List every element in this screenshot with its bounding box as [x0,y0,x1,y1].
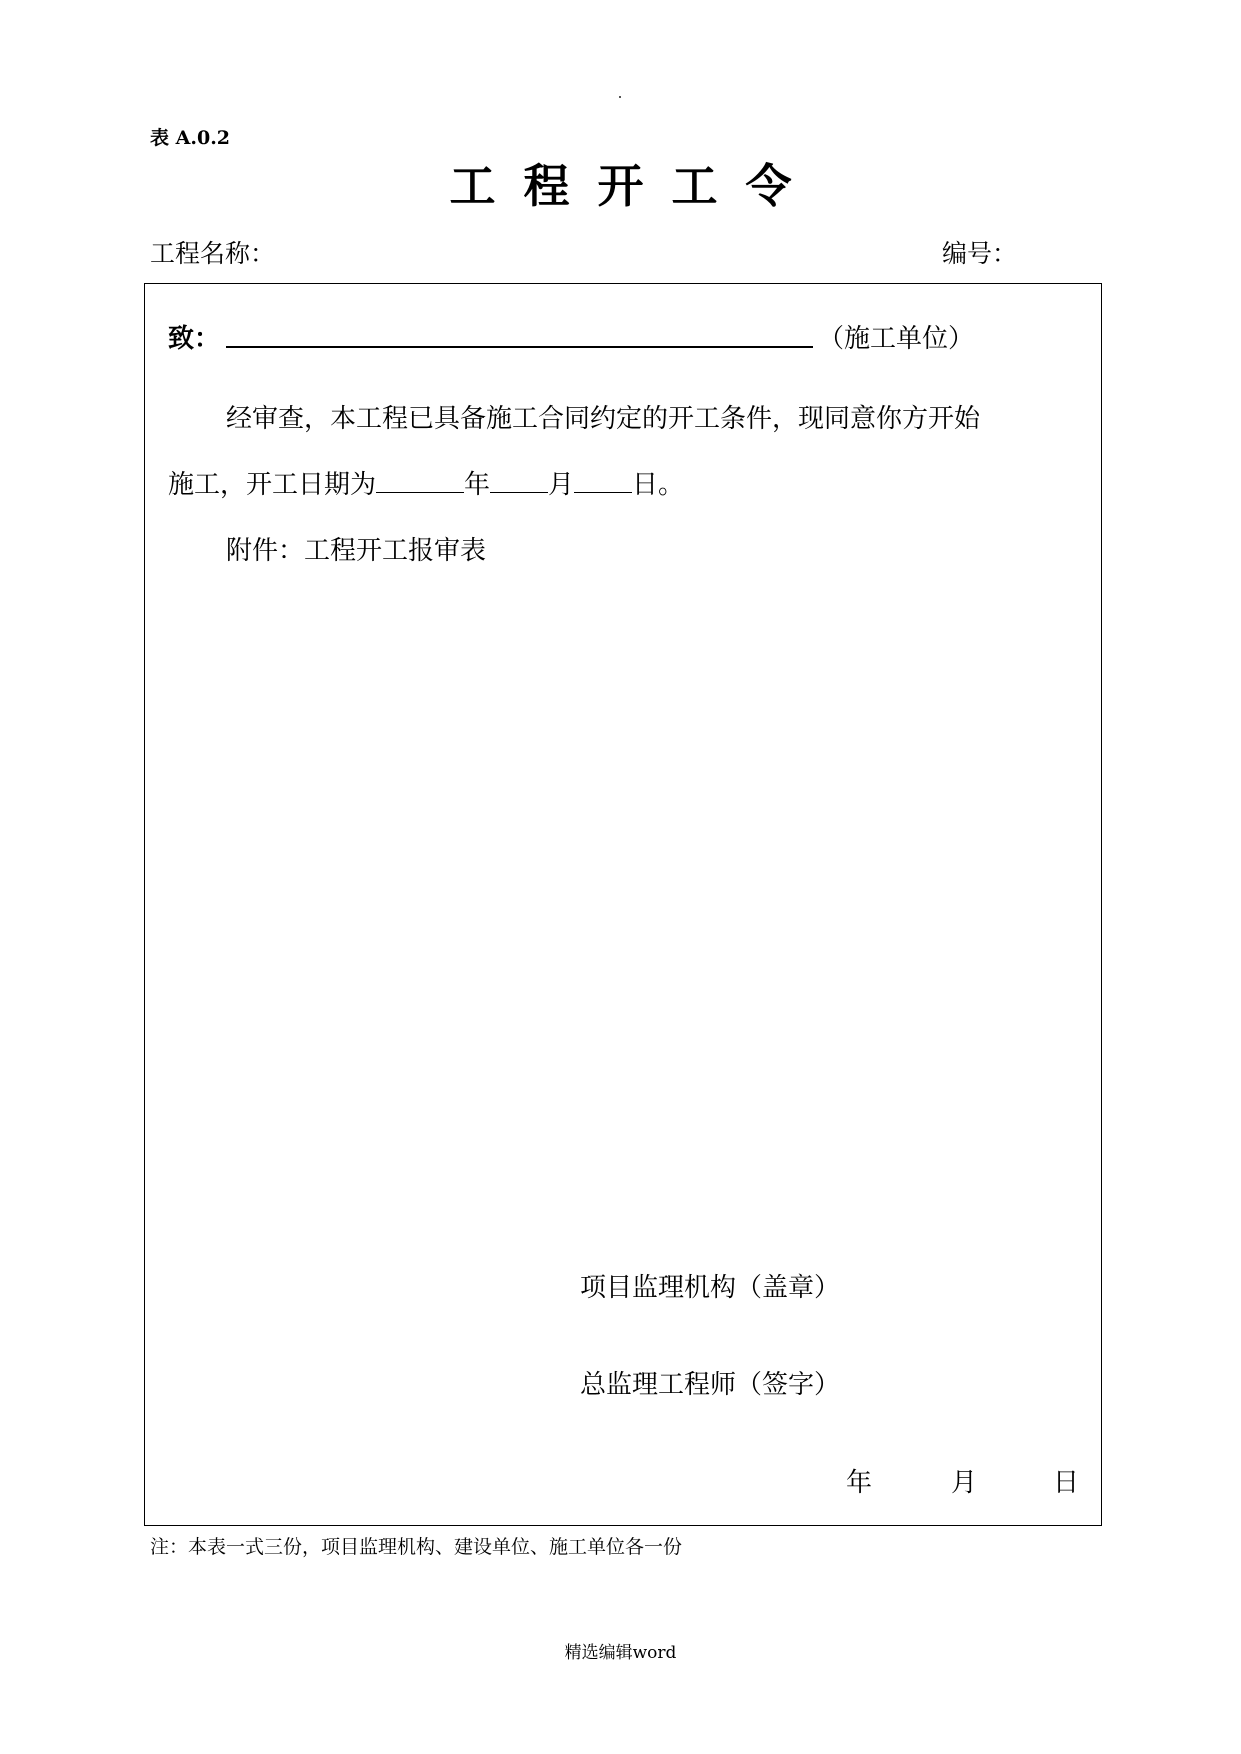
to-label: 致： [168,324,221,354]
start-month-blank[interactable] [490,468,548,493]
signature-year-label: 年 [846,1468,873,1498]
start-month-label: 月 [548,470,575,500]
project-name-label: 工程名称： [150,239,276,268]
start-day-blank[interactable] [574,468,632,493]
recipient-blank-line[interactable] [226,346,813,348]
approval-paragraph-line2 [168,464,684,501]
footnote: 注：本表一式三份，项目监理机构、建设单位、施工单位各一份 [150,1536,683,1558]
start-date-prefix: 施工，开工日期为 [168,470,377,500]
form-code: 表 A.0.2 [150,127,231,149]
signature-day-label: 日 [1053,1468,1080,1498]
signature-month-label: 月 [951,1468,978,1498]
approval-paragraph-line1: 经审查，本工程已具备施工合同约定的开工条件，现同意你方开始 [226,404,981,434]
top-dot [619,96,621,98]
supervisor-org-seal: 项目监理机构（盖章） [580,1273,841,1303]
serial-number-label: 编号： [942,239,1018,268]
start-year-label: 年 [464,470,491,500]
attachment-note: 附件：工程开工报审表 [226,536,487,566]
document-title: 工程开工令 [449,159,820,213]
chief-engineer-signature: 总监理工程师（签字） [580,1370,841,1400]
to-suffix: （施工单位） [818,324,975,354]
start-day-label: 日。 [632,470,685,500]
page-footer: 精选编辑word [564,1643,677,1663]
start-year-blank[interactable] [376,468,464,493]
